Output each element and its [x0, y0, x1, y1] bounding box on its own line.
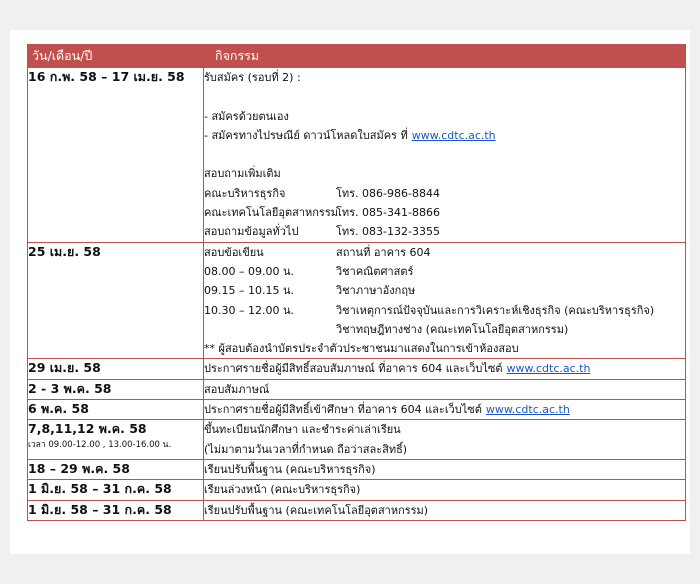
website-link[interactable]: www.cdtc.ac.th	[411, 128, 496, 142]
exam-subject: วิชาคณิตศาสตร์	[336, 264, 414, 278]
exam-subject: วิชาเหตุการณ์ปัจจุบันและการวิเคราะห์เชิงธุรกิจ (คณะบริหารธุรกิจ)	[336, 303, 655, 317]
inquiry-title: สอบถามเพิ่มเติม	[204, 167, 281, 181]
contact-row	[204, 222, 685, 241]
exam-right: สถานที่ อาคาร 604	[336, 245, 431, 259]
row-date-main: 7,8,11,12 พ.ค. 58	[28, 421, 147, 437]
activity-text: เรียนปรับพื้นฐาน (คณะบริหารธุรกิจ)	[204, 462, 376, 476]
contact-name: สอบถามข้อมูลทั่วไป	[204, 225, 299, 239]
table-row	[28, 379, 686, 399]
table-header-row	[28, 45, 686, 68]
activity-line	[204, 400, 685, 419]
exam-line	[204, 262, 685, 281]
table-row	[28, 420, 686, 460]
row-activity	[204, 359, 686, 379]
exam-line	[204, 281, 685, 300]
exam-subject: วิชาภาษาอังกฤษ	[336, 284, 416, 298]
activity-line	[204, 359, 685, 378]
table-row	[28, 242, 686, 359]
website-link[interactable]: www.cdtc.ac.th	[506, 362, 591, 376]
contact-name: คณะบริหารธุรกิจ	[204, 186, 286, 200]
table-row	[28, 400, 686, 420]
table-row	[28, 359, 686, 379]
exam-note: ** ผู้สอบต้องนำบัตรประจำตัวประชาชนมาแสดงในการเข้าห้องสอบ	[204, 342, 519, 356]
contact-name: คณะเทคโนโลยีอุตสาหกรรม	[204, 206, 338, 220]
row-date: 1 มิ.ย. 58 – 31 ก.ค. 58	[28, 500, 204, 520]
row-activity	[204, 379, 686, 399]
contact-phone: โทร. 083-132-3355	[336, 225, 440, 239]
document-page	[10, 30, 690, 554]
table-row	[28, 68, 686, 243]
website-link[interactable]: www.cdtc.ac.th	[485, 403, 570, 417]
row-activity	[204, 459, 686, 479]
activity-text: ประกาศรายชื่อผู้มีสิทธิ์สอบสัมภาษณ์ ที่อาคาร 604 และเว็บไซต์	[204, 362, 503, 376]
row-activity	[204, 420, 686, 460]
exam-time: 10.30 – 12.00 น.	[204, 303, 294, 317]
exam-line	[204, 243, 685, 262]
activity-title: รับสมัคร (รอบที่ 2) :	[204, 71, 301, 84]
exam-line	[204, 320, 685, 339]
activity-item-text: - สมัครทางไปรษณีย์ ดาวน์โหลดใบสมัคร ที่	[204, 128, 408, 142]
row-date-time: เวลา 09.00-12.00 , 13.00-16.00 น.	[28, 440, 172, 451]
row-activity	[204, 480, 686, 500]
row-date: 16 ก.พ. 58 – 17 เม.ย. 58	[28, 68, 204, 243]
activity-text: (ไม่มาตามวันเวลาที่กำหนด ถือว่าสละสิทธิ์)	[204, 442, 408, 456]
exam-time: 08.00 – 09.00 น.	[204, 264, 294, 278]
contact-phone: โทร. 085-341-8866	[336, 206, 440, 220]
exam-left: สอบข้อเขียน	[204, 245, 264, 259]
row-date: 1 มิ.ย. 58 – 31 ก.ค. 58	[28, 480, 204, 500]
row-date: 25 เม.ย. 58	[28, 242, 204, 359]
row-date: 6 พ.ค. 58	[28, 400, 204, 420]
contact-row	[204, 203, 685, 222]
contact-phone: โทร. 086-986-8844	[336, 186, 440, 200]
activity-text: สอบสัมภาษณ์	[204, 382, 270, 396]
table-row	[28, 480, 686, 500]
table-row	[28, 500, 686, 520]
activity-column-header: กิจกรรม	[204, 45, 686, 68]
activity-text: เรียนปรับพื้นฐาน (คณะเทคโนโลยีอุตสาหกรรม)	[204, 503, 429, 517]
row-activity	[204, 400, 686, 420]
row-date: 18 – 29 พ.ค. 58	[28, 459, 204, 479]
exam-line	[204, 301, 685, 320]
activity-text: เรียนล่วงหน้า (คณะบริหารธุรกิจ)	[204, 483, 361, 497]
activity-text: ประกาศรายชื่อผู้มีสิทธิ์เข้าศึกษา ที่อาคาร 604 และเว็บไซต์	[204, 403, 482, 417]
row-activity	[204, 242, 686, 359]
activity-item: - สมัครด้วยตนเอง	[204, 109, 289, 123]
exam-time: 09.15 – 10.15 น.	[204, 284, 294, 298]
table-row	[28, 459, 686, 479]
exam-subject: วิชาทฤษฎีทางช่าง (คณะเทคโนโลยีอุตสาหกรรม)	[336, 322, 569, 336]
activity-item	[204, 126, 685, 145]
schedule-table	[27, 44, 686, 521]
row-activity	[204, 68, 686, 243]
activity-text: ขึ้นทะเบียนนักศึกษา และชำระค่าเล่าเรียน	[204, 423, 401, 437]
row-date: 2 - 3 พ.ค. 58	[28, 379, 204, 399]
row-activity	[204, 500, 686, 520]
contact-row	[204, 184, 685, 203]
row-date	[28, 420, 204, 460]
row-date: 29 เม.ย. 58	[28, 359, 204, 379]
date-column-header: วัน/เดือน/ปี	[28, 45, 204, 68]
